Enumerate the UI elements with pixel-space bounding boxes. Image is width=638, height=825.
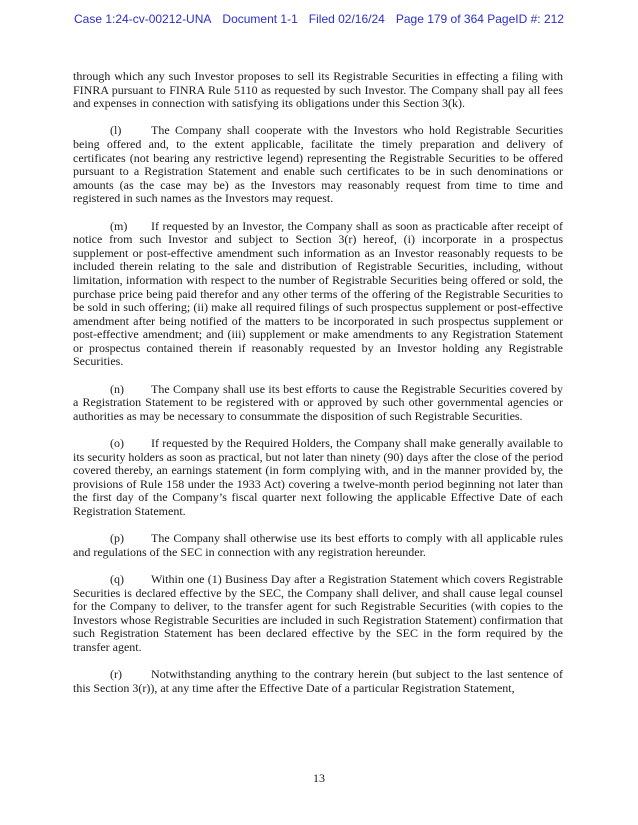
- paragraph-p: [73, 532, 563, 559]
- paragraph-m: [73, 220, 563, 370]
- paragraph-text: The Company shall cooperate with the Investors who hold Registrable Securities being offered and, to the extent applicable, facilitate the timely preparation and delivery of certificates (not bearing any restrictive legend) representing the Registrable Securities to be offered pursuant to a Registration Statement and enable such certificates to be in such denominations or amounts (as the case may be) as the Investors may reasonably request from time to time and registered in such names as the Investors may request.: [73, 123, 563, 206]
- paragraph-label: (l): [110, 123, 122, 138]
- paragraph-text: If requested by the Required Holders, the Company shall make generally available to its security holders as soon as practical, but not later than ninety (90) days after the close of the period covered thereby, an earnings statement (in form complying with, and in the manner provided by, the provisions of Rule 158 under the 1933 Act) covering a twelve-month period beginning not later than the first day of the Company’s fiscal quarter next following the applicable Effective Date of each Registration Statement.: [73, 436, 563, 518]
- paragraph-label: (n): [110, 381, 124, 396]
- page-number: 13: [313, 771, 325, 785]
- paragraph-label: (p): [110, 531, 124, 546]
- paragraph-q: [73, 573, 563, 655]
- paragraph-l: [73, 124, 563, 206]
- paragraph-text: through which any such Investor proposes to sell its Registrable Securities in effecting a filing with FINRA pursuant to FINRA Rule 5110 as requested by such Investor. The Company shall pay all fees and expenses in connection with satisfying its obligations under this Section 3(k).: [73, 69, 563, 111]
- paragraph-continuation: [73, 70, 563, 111]
- paragraph-label: (m): [110, 218, 128, 233]
- paragraph-text: If requested by an Investor, the Company shall as soon as practicable after receipt of notice from such Investor and subject to Section 3(r) hereof, (i) incorporate in a prospectus supplement or post-effective amendment such information as an Investor reasonably requests to be included therein relating to the sale and distribution of Registrable Securities, including, without limitation, information with respect to the number of Registrable Securities being offered or sold, the purchase price being paid therefor and any other terms of the offering of the Registrable Securities to be sold in such offering; (ii) make all required filings of such prospectus supplement or post-effective amendment after being notified of the matters to be incorporated in such prospectus supplement or post-effective amendment; and (iii) supplement or make amendments to any Registration Statement or prospectus contained therein if reasonably requested by an Investor holding any Registrable Securities.: [73, 218, 563, 369]
- paragraph-n: [73, 383, 563, 424]
- case-caption-header: [0, 12, 638, 26]
- paragraph-o: [73, 437, 563, 519]
- paragraph-text: The Company shall use its best efforts to cause the Registrable Securities covered by a Registration Statement to be registered with or approved by such other governmental agencies or authorities as may be necessary to consummate the disposition of such Registrable Securities.: [73, 381, 563, 423]
- paragraph-text: The Company shall otherwise use its best efforts to comply with all applicable rules and regulations of the SEC in connection with any registration hereunder.: [73, 531, 563, 559]
- paragraph-r: [73, 668, 563, 695]
- filed-date: Filed 02/16/24: [308, 12, 385, 26]
- document-number: Document 1-1: [222, 12, 298, 26]
- paragraph-label: (r): [110, 667, 122, 682]
- paragraph-label: (o): [110, 436, 124, 451]
- case-number: Case 1:24-cv-00212-UNA: [74, 12, 212, 26]
- paragraph-label: (q): [110, 571, 124, 586]
- paragraph-text: Within one (1) Business Day after a Registration Statement which covers Registrable Securities is declared effective by the SEC, the Company shall deliver, and shall cause legal counsel for the Company to deliver, to the transfer agent for such Registrable Securities (with copies to the Investors whose Registrable Securities are included in such Registration Statement) confirmation that such Registration Statement has been declared effective by the SEC in the form required by the transfer agent.: [73, 571, 563, 654]
- document-body: [73, 70, 563, 709]
- paragraph-text: Notwithstanding anything to the contrary herein (but subject to the last sentence of this Section 3(r)), at any time after the Effective Date of a particular Registration Statement,: [73, 667, 563, 695]
- page-id: Page 179 of 364 PageID #: 212: [395, 12, 564, 26]
